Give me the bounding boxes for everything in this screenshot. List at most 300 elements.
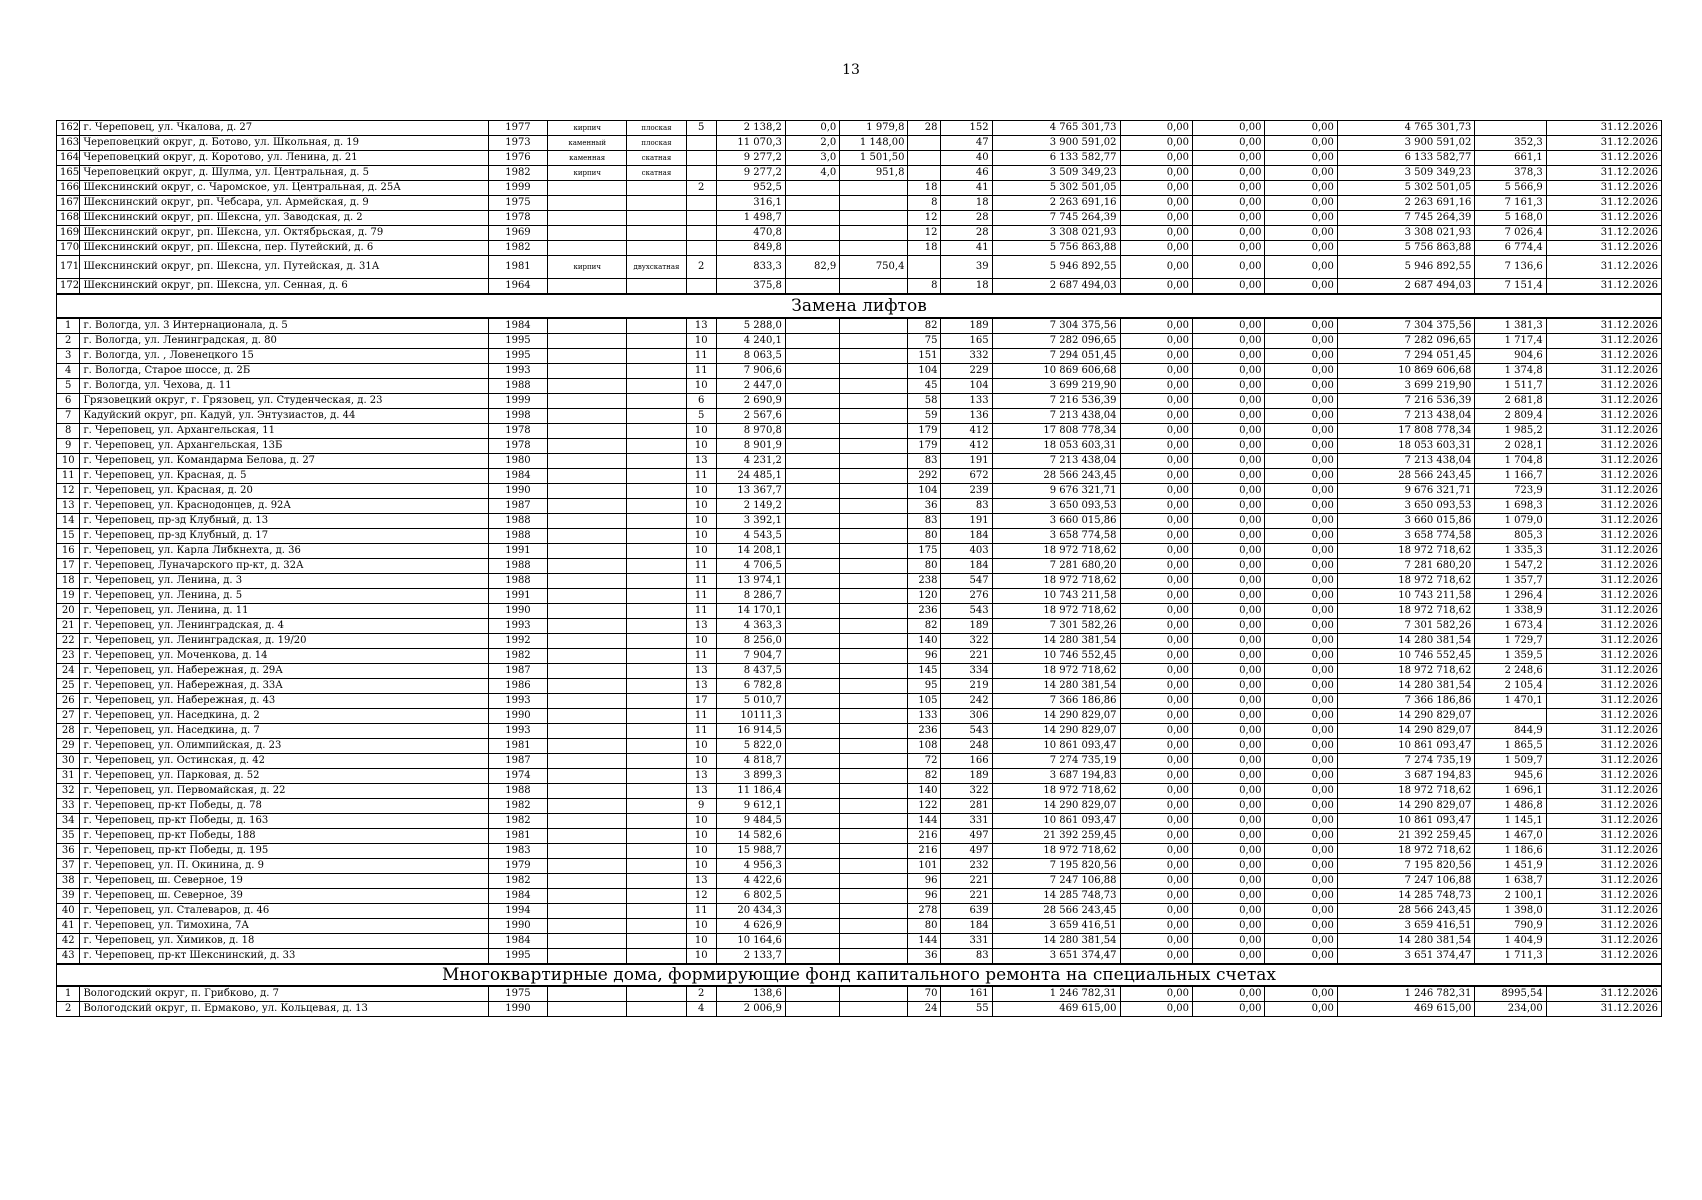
table-cell — [548, 859, 627, 874]
table-cell: 11 — [686, 574, 716, 589]
table-cell: 10 — [686, 934, 716, 949]
table-cell: 547 — [941, 574, 992, 589]
table-cell: 1 186,6 — [1475, 844, 1546, 859]
table-cell: 0,00 — [1192, 424, 1264, 439]
table-cell: 31.12.2026 — [1546, 226, 1661, 241]
table-cell: 10 746 552,45 — [992, 649, 1120, 664]
table-cell: 0,00 — [1192, 814, 1264, 829]
table-cell: 11 — [686, 724, 716, 739]
table-cell — [785, 529, 839, 544]
table-cell: 1 979,8 — [840, 121, 908, 136]
table-cell: 14 290 829,07 — [992, 709, 1120, 724]
table-cell: 0,00 — [1265, 349, 1337, 364]
table-cell — [627, 409, 687, 424]
table-cell — [840, 334, 908, 349]
table-row — [57, 1002, 1662, 1017]
table-cell — [686, 279, 716, 295]
table-cell: 7 274 735,19 — [1337, 754, 1474, 769]
table-cell: 31.12.2026 — [1546, 709, 1661, 724]
table-row — [57, 121, 1662, 136]
table-cell — [840, 241, 908, 256]
table-cell: г. Вологда, ул. , Ловенецкого 15 — [80, 349, 488, 364]
table-cell — [840, 409, 908, 424]
table-cell: 35 — [57, 829, 80, 844]
table-cell: 3 308 021,93 — [992, 226, 1120, 241]
table-cell: 9 676 321,71 — [992, 484, 1120, 499]
table-cell: каменная — [548, 151, 627, 166]
table-cell: 2 567,6 — [716, 409, 785, 424]
table-cell — [548, 241, 627, 256]
table-cell — [548, 739, 627, 754]
table-cell: 0,00 — [1265, 514, 1337, 529]
table-cell — [785, 318, 839, 334]
table-cell — [627, 814, 687, 829]
table-cell: 31.12.2026 — [1546, 754, 1661, 769]
table-cell: 4 765 301,73 — [992, 121, 1120, 136]
table-cell: 83 — [908, 454, 941, 469]
table-cell: 1 711,3 — [1475, 949, 1546, 965]
table-row — [57, 754, 1662, 769]
table-cell: 0,00 — [1192, 919, 1264, 934]
table-cell: 1984 — [488, 469, 548, 484]
table-cell: 13 — [686, 874, 716, 889]
table-cell — [548, 439, 627, 454]
table-cell — [548, 469, 627, 484]
table-cell: 0,00 — [1265, 694, 1337, 709]
table-cell: г. Череповец, пр-кт Победы, д. 78 — [80, 799, 488, 814]
table-cell: 0,00 — [1265, 394, 1337, 409]
table-cell: 31.12.2026 — [1546, 934, 1661, 949]
table-cell: 7 294 051,45 — [992, 349, 1120, 364]
table-cell — [840, 279, 908, 295]
table-cell: 0,00 — [1192, 604, 1264, 619]
table-cell — [627, 559, 687, 574]
table-cell: 1982 — [488, 814, 548, 829]
table-cell: 0,00 — [1120, 604, 1192, 619]
table-cell — [840, 364, 908, 379]
table-cell: 0,00 — [1192, 889, 1264, 904]
table-cell: 0,00 — [1192, 904, 1264, 919]
table-cell: 2 263 691,16 — [992, 196, 1120, 211]
table-cell: г. Вологда, Старое шоссе, д. 2Б — [80, 364, 488, 379]
table-cell: 0,00 — [1120, 724, 1192, 739]
table-cell: 31.12.2026 — [1546, 919, 1661, 934]
table-cell: 144 — [908, 934, 941, 949]
table-cell: 242 — [941, 694, 992, 709]
table-cell: 104 — [908, 364, 941, 379]
table-cell — [840, 754, 908, 769]
table-cell: 6 — [686, 394, 716, 409]
table-cell: 1 501,50 — [840, 151, 908, 166]
table-row — [57, 151, 1662, 166]
table-cell: 0,00 — [1120, 318, 1192, 334]
table-cell: 14 290 829,07 — [992, 799, 1120, 814]
table-cell: 1982 — [488, 166, 548, 181]
table-cell: 167 — [57, 196, 80, 211]
table-cell: 0,00 — [1120, 484, 1192, 499]
table-cell: 1 — [57, 986, 80, 1002]
table-cell: 0,00 — [1192, 754, 1264, 769]
table-cell: 3 899,3 — [716, 769, 785, 784]
table-cell: Кадуйский округ, рп. Кадуй, ул. Энтузиастов, д. 44 — [80, 409, 488, 424]
table-cell: г. Череповец, пр-кт Победы, д. 163 — [80, 814, 488, 829]
table-cell: 4 626,9 — [716, 919, 785, 934]
table-cell: г. Вологда, ул. Чехова, д. 11 — [80, 379, 488, 394]
table-cell — [785, 664, 839, 679]
table-cell — [548, 318, 627, 334]
table-row — [57, 649, 1662, 664]
table-cell: 7 745 264,39 — [992, 211, 1120, 226]
table-row — [57, 904, 1662, 919]
table-cell: 2 133,7 — [716, 949, 785, 965]
table-cell: 31.12.2026 — [1546, 559, 1661, 574]
table-cell: 236 — [908, 604, 941, 619]
table-cell: 1978 — [488, 211, 548, 226]
table-row — [57, 454, 1662, 469]
table-cell — [785, 394, 839, 409]
table-cell — [548, 1002, 627, 1017]
table-cell: 7 281 680,20 — [1337, 559, 1474, 574]
table-cell: 5 946 892,55 — [1337, 256, 1474, 279]
table-cell — [785, 934, 839, 949]
table-cell: 7 026,4 — [1475, 226, 1546, 241]
table-cell: 0,00 — [1120, 136, 1192, 151]
table-cell: г. Череповец, ул. Ленинградская, д. 4 — [80, 619, 488, 634]
table-cell: 0,00 — [1120, 529, 1192, 544]
table-cell: 10 — [686, 379, 716, 394]
table-row — [57, 211, 1662, 226]
table-cell: 2 681,8 — [1475, 394, 1546, 409]
table-cell — [627, 919, 687, 934]
table-cell: г. Череповец, ул. Наседкина, д. 7 — [80, 724, 488, 739]
table-cell: 28 566 243,45 — [992, 904, 1120, 919]
table-cell: 8 970,8 — [716, 424, 785, 439]
table-cell: 1 398,0 — [1475, 904, 1546, 919]
table-cell: 0,00 — [1192, 844, 1264, 859]
table-cell: 30 — [57, 754, 80, 769]
table-cell: 8 — [908, 279, 941, 295]
table-cell: 169 — [57, 226, 80, 241]
table-cell: 1981 — [488, 256, 548, 279]
table-cell: 1983 — [488, 844, 548, 859]
table-cell: 221 — [941, 874, 992, 889]
table-cell: 0,00 — [1120, 454, 1192, 469]
table-cell: 0,00 — [1120, 574, 1192, 589]
table-cell: 0,00 — [1265, 256, 1337, 279]
table-cell — [785, 439, 839, 454]
table-cell: 0,00 — [1265, 181, 1337, 196]
table-cell: 0,00 — [1120, 334, 1192, 349]
table-cell: 1976 — [488, 151, 548, 166]
table-cell: 75 — [908, 334, 941, 349]
table-cell: 0,00 — [1265, 814, 1337, 829]
table-cell: 0,00 — [1192, 349, 1264, 364]
table-cell — [785, 379, 839, 394]
table-cell — [627, 844, 687, 859]
table-cell: 1 704,8 — [1475, 454, 1546, 469]
table-cell: 497 — [941, 829, 992, 844]
table-cell: 9 277,2 — [716, 151, 785, 166]
table-cell: 18 — [941, 279, 992, 295]
table-cell: 10111,3 — [716, 709, 785, 724]
table-cell: 31.12.2026 — [1546, 136, 1661, 151]
table-cell: 0,00 — [1265, 196, 1337, 211]
table-cell: 55 — [941, 1002, 992, 1017]
table-cell: 38 — [57, 874, 80, 889]
table-cell: 10 164,6 — [716, 934, 785, 949]
table-cell: Шекснинский округ, с. Чаромское, ул. Центральная, д. 25А — [80, 181, 488, 196]
table-cell: 17 808 778,34 — [992, 424, 1120, 439]
table-cell: 164 — [57, 151, 80, 166]
table-cell: 1 451,9 — [1475, 859, 1546, 874]
table-cell — [548, 574, 627, 589]
table-cell: 352,3 — [1475, 136, 1546, 151]
table-cell: 239 — [941, 484, 992, 499]
table-cell: 36 — [908, 499, 941, 514]
table-cell: 0,00 — [1265, 844, 1337, 859]
table-cell: 0,00 — [1265, 529, 1337, 544]
table-cell — [785, 604, 839, 619]
table-cell — [627, 859, 687, 874]
table-cell: 13 — [686, 784, 716, 799]
table-cell: 0,00 — [1192, 196, 1264, 211]
table-cell: 39 — [57, 889, 80, 904]
table-cell: г. Вологда, ул. Ленинградская, д. 80 — [80, 334, 488, 349]
table-cell — [627, 679, 687, 694]
table-cell: 14 285 748,73 — [1337, 889, 1474, 904]
table-cell: 96 — [908, 874, 941, 889]
table-cell: 9 484,5 — [716, 814, 785, 829]
table-cell — [840, 226, 908, 241]
table-cell: 31.12.2026 — [1546, 799, 1661, 814]
table-cell: 10 — [686, 844, 716, 859]
table-cell: 0,00 — [1192, 769, 1264, 784]
table-cell: 1999 — [488, 394, 548, 409]
table-cell: 1 404,9 — [1475, 934, 1546, 949]
table-cell: 543 — [941, 724, 992, 739]
table-cell: 152 — [941, 121, 992, 136]
table-cell — [840, 694, 908, 709]
table-cell: 1992 — [488, 634, 548, 649]
table-cell: 18 — [908, 181, 941, 196]
table-cell: 105 — [908, 694, 941, 709]
table-cell — [840, 874, 908, 889]
table-cell: 0,00 — [1192, 724, 1264, 739]
table-cell — [627, 739, 687, 754]
table-cell: 95 — [908, 679, 941, 694]
table-row — [57, 559, 1662, 574]
table-cell: 13 — [57, 499, 80, 514]
table-cell: 0,00 — [1265, 469, 1337, 484]
table-cell — [548, 679, 627, 694]
table-cell: г. Вологда, ул. 3 Интернационала, д. 5 — [80, 318, 488, 334]
table-cell: 2 006,9 — [716, 1002, 785, 1017]
table-cell — [627, 379, 687, 394]
table-cell: 31.12.2026 — [1546, 874, 1661, 889]
table-cell — [840, 318, 908, 334]
table-cell: 17 — [686, 694, 716, 709]
table-cell: 31.12.2026 — [1546, 529, 1661, 544]
table-cell: 0,00 — [1192, 679, 1264, 694]
section-title: Многоквартирные дома, формирующие фонд капитального ремонта на специальных счетах — [57, 964, 1662, 986]
table-row — [57, 181, 1662, 196]
table-cell: 0,00 — [1265, 829, 1337, 844]
table-cell: 40 — [57, 904, 80, 919]
table-cell: 4,0 — [785, 166, 839, 181]
table-cell: 31.12.2026 — [1546, 364, 1661, 379]
table-cell: 14 582,6 — [716, 829, 785, 844]
table-cell — [548, 724, 627, 739]
table-cell: 0,00 — [1265, 279, 1337, 295]
table-row — [57, 226, 1662, 241]
table-cell: 14 290 829,07 — [1337, 799, 1474, 814]
table-cell: 10 869 606,68 — [1337, 364, 1474, 379]
table-cell: 0,00 — [1120, 934, 1192, 949]
table-cell: 0,00 — [1120, 256, 1192, 279]
table-cell: 47 — [941, 136, 992, 151]
table-cell: 170 — [57, 241, 80, 256]
table-cell: 1999 — [488, 181, 548, 196]
table-cell: 18 972 718,62 — [992, 844, 1120, 859]
table-cell — [908, 151, 941, 166]
table-cell: 120 — [908, 589, 941, 604]
table-cell — [548, 934, 627, 949]
table-cell: 5 946 892,55 — [992, 256, 1120, 279]
table-cell: 1998 — [488, 409, 548, 424]
table-cell: г. Череповец, ул. Тимохина, 7А — [80, 919, 488, 934]
table-cell: 0,00 — [1120, 769, 1192, 784]
table-cell: 672 — [941, 469, 992, 484]
table-cell: 31.12.2026 — [1546, 724, 1661, 739]
table-cell: 28 — [57, 724, 80, 739]
table-cell: 0,00 — [1265, 544, 1337, 559]
table-row — [57, 694, 1662, 709]
table-cell — [627, 829, 687, 844]
table-cell — [785, 814, 839, 829]
table-cell — [548, 279, 627, 295]
table-cell — [840, 544, 908, 559]
table-cell: 80 — [908, 559, 941, 574]
table-cell: 1 — [57, 318, 80, 334]
table-cell: 1984 — [488, 889, 548, 904]
table-cell — [785, 949, 839, 965]
table-row — [57, 604, 1662, 619]
table-cell — [840, 844, 908, 859]
table-cell: 39 — [941, 256, 992, 279]
table-cell: 4 — [57, 364, 80, 379]
table-cell: 1 638,7 — [1475, 874, 1546, 889]
table-row — [57, 499, 1662, 514]
table-cell: 7 301 582,26 — [992, 619, 1120, 634]
table-cell: 1 547,2 — [1475, 559, 1546, 574]
table-cell: 36 — [908, 949, 941, 965]
table-row — [57, 334, 1662, 349]
table-row — [57, 256, 1662, 279]
table-cell: 7 136,6 — [1475, 256, 1546, 279]
table-cell: 191 — [941, 454, 992, 469]
table-row — [57, 529, 1662, 544]
table-cell — [627, 664, 687, 679]
table-cell: 805,3 — [1475, 529, 1546, 544]
table-cell: 0,00 — [1192, 334, 1264, 349]
table-cell: 18 972 718,62 — [992, 784, 1120, 799]
table-cell: 0,00 — [1265, 649, 1337, 664]
table-cell: 31.12.2026 — [1546, 349, 1661, 364]
table-cell — [785, 226, 839, 241]
table-cell — [686, 226, 716, 241]
table-cell: 83 — [908, 514, 941, 529]
table-cell: 2 — [686, 986, 716, 1002]
table-cell: 4 231,2 — [716, 454, 785, 469]
table-cell: 6 782,8 — [716, 679, 785, 694]
table-cell: 469 615,00 — [992, 1002, 1120, 1017]
table-cell: 0,00 — [1192, 589, 1264, 604]
table-cell — [548, 709, 627, 724]
table-cell — [840, 514, 908, 529]
table-cell: 10 861 093,47 — [1337, 739, 1474, 754]
table-cell: 4 543,5 — [716, 529, 785, 544]
table-cell: 1978 — [488, 439, 548, 454]
table-cell: 28 — [941, 226, 992, 241]
table-cell: 332 — [941, 349, 992, 364]
table-cell — [548, 364, 627, 379]
table-cell: 166 — [941, 754, 992, 769]
table-cell: 133 — [908, 709, 941, 724]
table-row — [57, 136, 1662, 151]
capital-repair-table — [56, 120, 1662, 1017]
table-cell: 0,00 — [1192, 574, 1264, 589]
table-cell: 5 — [686, 409, 716, 424]
section-header-lifts — [57, 294, 1662, 318]
table-cell: 331 — [941, 814, 992, 829]
table-cell: 0,00 — [1120, 784, 1192, 799]
table-cell: 232 — [941, 859, 992, 874]
table-cell: 7 213 438,04 — [992, 454, 1120, 469]
table-cell: 0,00 — [1192, 454, 1264, 469]
table-cell: 31.12.2026 — [1546, 166, 1661, 181]
table-cell: 1988 — [488, 784, 548, 799]
table-cell: 0,00 — [1192, 279, 1264, 295]
table-cell: 1988 — [488, 559, 548, 574]
table-cell: 1977 — [488, 121, 548, 136]
table-cell: 31.12.2026 — [1546, 121, 1661, 136]
table-row — [57, 166, 1662, 181]
table-cell — [840, 454, 908, 469]
table-cell: 1988 — [488, 574, 548, 589]
table-cell: 6 — [57, 394, 80, 409]
table-cell: 2 248,6 — [1475, 664, 1546, 679]
table-cell: 31.12.2026 — [1546, 439, 1661, 454]
table-cell: 11 — [686, 709, 716, 724]
table-cell: 10 — [686, 439, 716, 454]
table-cell: 31.12.2026 — [1546, 649, 1661, 664]
table-cell: 24 — [57, 664, 80, 679]
table-cell — [627, 649, 687, 664]
table-cell: 6 133 582,77 — [1337, 151, 1474, 166]
table-cell — [548, 919, 627, 934]
table-cell — [785, 196, 839, 211]
table-cell: г. Череповец, ул. Первомайская, д. 22 — [80, 784, 488, 799]
table-cell — [785, 364, 839, 379]
table-cell: 14 280 381,54 — [992, 934, 1120, 949]
table-cell: 22 — [57, 634, 80, 649]
table-cell: 18 972 718,62 — [1337, 544, 1474, 559]
table-cell: 27 — [57, 709, 80, 724]
table-cell: 306 — [941, 709, 992, 724]
table-cell — [840, 859, 908, 874]
table-cell: 3 687 194,83 — [992, 769, 1120, 784]
table-cell — [627, 604, 687, 619]
